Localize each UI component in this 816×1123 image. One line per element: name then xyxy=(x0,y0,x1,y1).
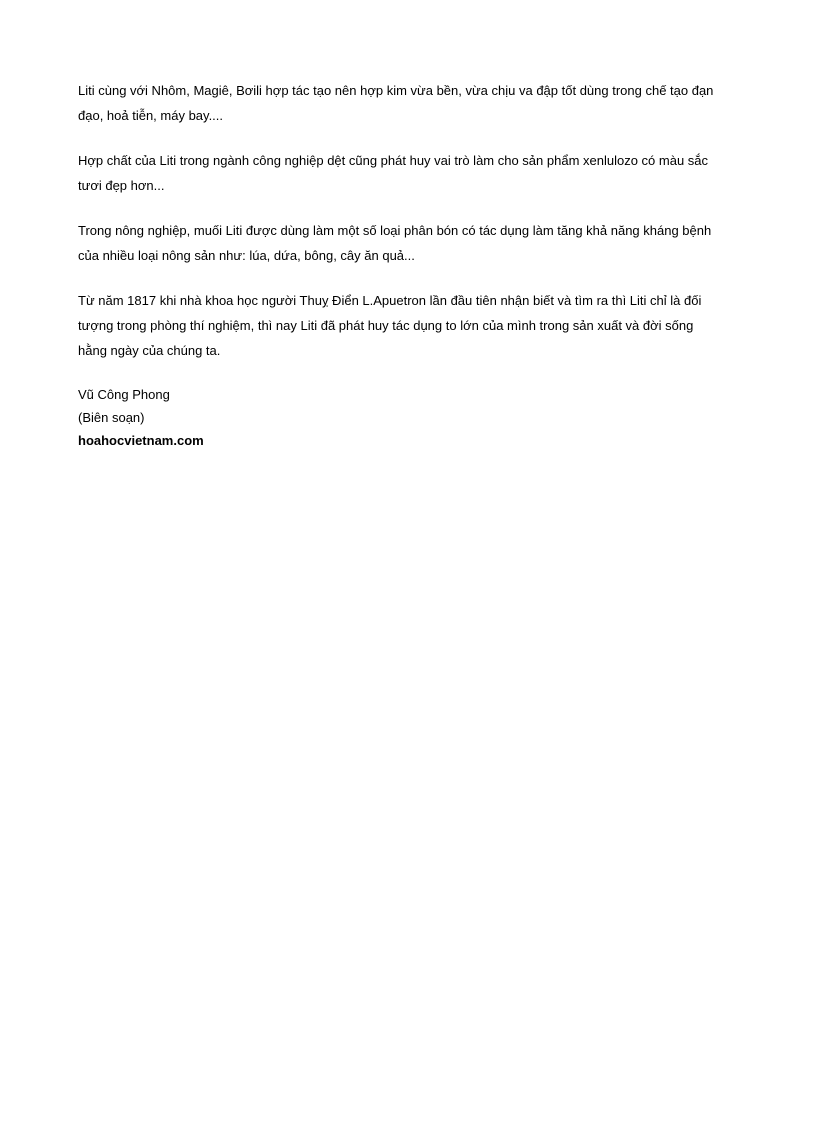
text-line: của nhiều loại nông sản như: lúa, dứa, bông, cây ăn quả... xyxy=(78,248,415,263)
author-role: (Biên soạn) xyxy=(78,410,145,425)
document-page xyxy=(78,78,743,452)
paragraph-history xyxy=(78,288,743,363)
text-line: Liti cùng với Nhôm, Magiê, Bơili hợp tác tạo nên hợp kim vừa bền, vừa chịu va đập tốt dùng trong chế tạo đạn xyxy=(78,83,714,98)
paragraph-agriculture xyxy=(78,218,743,268)
paragraph-alloys xyxy=(78,78,743,128)
text-line: Trong nông nghiệp, muối Liti được dùng làm một số loại phân bón có tác dụng làm tăng khả năng kháng bệnh xyxy=(78,223,712,238)
signature-block xyxy=(78,383,743,452)
text-line: Từ năm 1817 khi nhà khoa học người Thuỵ Điển L.Apuetron lần đầu tiên nhận biết và tìm ra thì Liti chỉ là đối xyxy=(78,293,702,308)
text-line: Hợp chất của Liti trong ngành công nghiệp dệt cũng phát huy vai trò làm cho sản phẩm xenlulozo có màu sắc xyxy=(78,153,709,168)
paragraph-textile xyxy=(78,148,743,198)
text-line: đạo, hoả tiễn, máy bay.... xyxy=(78,108,224,123)
website-link[interactable]: hoahocvietnam.com xyxy=(78,433,204,448)
author-name: Vũ Công Phong xyxy=(78,387,170,402)
text-line: tượng trong phòng thí nghiệm, thì nay Liti đã phát huy tác dụng to lớn của mình trong sản xuất và đời sống xyxy=(78,318,694,333)
text-line: tươi đẹp hơn... xyxy=(78,178,165,193)
text-line: hằng ngày của chúng ta. xyxy=(78,343,221,358)
